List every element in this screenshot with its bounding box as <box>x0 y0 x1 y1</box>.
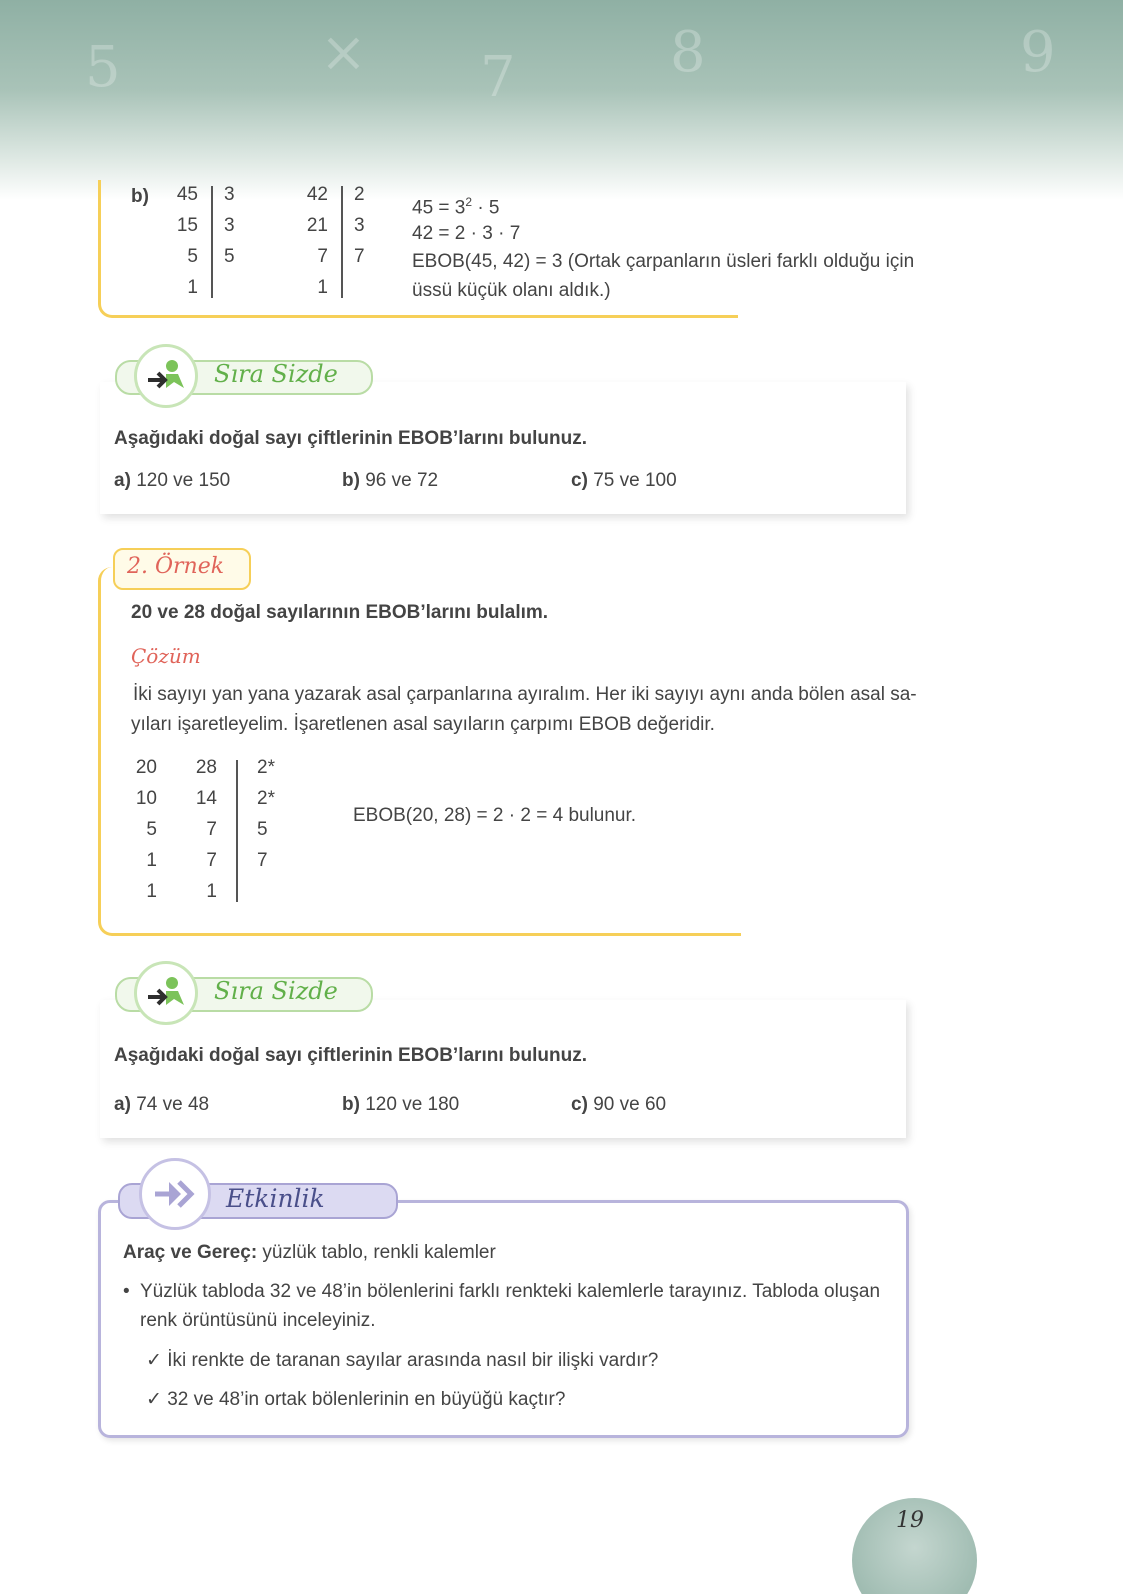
table-cell: 3 <box>224 215 235 236</box>
table-cell: 3 <box>224 184 235 205</box>
checkmark-icon: ✓ <box>146 1350 168 1371</box>
person-arrow-icon <box>134 961 198 1025</box>
item-label: a) <box>114 1094 131 1115</box>
item-label: b) <box>342 1094 360 1115</box>
exercise-item <box>342 1094 459 1116</box>
table-cell: 14 <box>195 788 217 809</box>
example2-question: 20 ve 28 doğal sayılarının EBOB’larını bulalım. <box>131 602 549 623</box>
item-text: 75 ve 100 <box>593 470 677 491</box>
sira-sizde-1-title: Sıra Sizde <box>214 360 338 388</box>
item-text: 90 ve 60 <box>593 1094 667 1115</box>
item-text: 96 ve 72 <box>365 470 439 491</box>
divider-line <box>211 186 213 298</box>
check-text: 32 ve 48’in ortak bölenlerinin en büyüğü kaçtır? <box>167 1389 566 1410</box>
exercise-item <box>571 470 677 492</box>
table-cell: 7 <box>206 850 217 871</box>
check-text: İki renkte de taranan sayılar arasında nasıl bir ilişki vardır? <box>167 1350 659 1371</box>
table-cell: 7 <box>317 246 328 267</box>
table-cell: 1 <box>146 881 157 902</box>
table-cell: 1 <box>317 277 328 298</box>
table-cell: 10 <box>135 788 157 809</box>
table-cell: 2* <box>257 757 275 778</box>
solution-paragraph: İki sayıyı yan yana yazarak asal çarpanlarına ayıralım. Her iki sayıyı aynı anda bölen asal sa- <box>133 684 917 705</box>
example1-label: b) <box>131 186 149 207</box>
table-cell: 2 <box>354 184 365 205</box>
divider-line <box>236 760 238 902</box>
bullet-text: renk örüntüsünü inceleyiniz. <box>140 1310 376 1331</box>
item-label: c) <box>571 470 588 491</box>
person-arrow-icon <box>134 344 198 408</box>
table-cell: 7 <box>257 850 268 871</box>
table-cell: 42 <box>306 184 328 205</box>
table-cell: 1 <box>146 850 157 871</box>
double-arrow-icon <box>139 1158 211 1230</box>
example2-title: 2. Örnek <box>127 554 225 579</box>
bullet-icon: • <box>123 1281 130 1302</box>
table-cell: 7 <box>354 246 365 267</box>
table-cell: 7 <box>206 819 217 840</box>
table-cell: 5 <box>187 246 198 267</box>
text: · 5 <box>472 197 500 219</box>
sira-sizde-2-title: Sıra Sizde <box>214 977 338 1005</box>
sira-sizde-2-box <box>100 1000 906 1138</box>
page-number: 19 <box>896 1508 924 1533</box>
item-label: a) <box>114 470 131 491</box>
factorization-42: 42 = 2 · 3 · 7 <box>412 223 521 244</box>
ebob-result: EBOB(45, 42) = 3 (Ortak çarpanların üsleri farklı olduğu için <box>412 251 915 272</box>
item-text: 74 ve 48 <box>136 1094 210 1115</box>
exercise-item <box>114 1094 209 1116</box>
bullet-text: Yüzlük tabloda 32 ve 48’in bölenlerini farklı renkteki kalemlerle tarayınız. Tabloda oluşan <box>140 1281 881 1302</box>
table-cell: 5 <box>257 819 268 840</box>
tools-label: Araç ve Gereç: <box>123 1242 258 1263</box>
checkmark-icon: ✓ <box>146 1389 168 1410</box>
banner-decor-number: 8 <box>670 20 706 85</box>
table-cell: 45 <box>176 184 198 205</box>
ebob-result: EBOB(20, 28) = 2 · 2 = 4 bulunur. <box>353 805 637 826</box>
solution-label: Çözüm <box>131 644 201 668</box>
table-cell: 28 <box>195 757 217 778</box>
banner-decor-number: 7 <box>480 45 516 110</box>
banner-decor-number: 5 <box>85 35 121 100</box>
item-text: 120 ve 150 <box>136 470 231 491</box>
solution-paragraph: yıları işaretleyelim. İşaretlenen asal sayıların çarpımı EBOB değeridir. <box>131 714 715 735</box>
banner-decor-number: × <box>320 20 367 85</box>
table-cell: 5 <box>146 819 157 840</box>
table-cell: 1 <box>206 881 217 902</box>
table-cell: 15 <box>176 215 198 236</box>
text: 45 = 3 <box>412 197 466 219</box>
item-label: c) <box>571 1094 588 1115</box>
table-cell: 5 <box>224 246 235 267</box>
check-item <box>146 1388 565 1411</box>
table-cell: 3 <box>354 215 365 236</box>
etkinlik-title: Etkinlik <box>226 1184 325 1213</box>
table-cell: 2* <box>257 788 275 809</box>
item-text: 120 ve 180 <box>365 1094 460 1115</box>
tools-line <box>123 1242 496 1264</box>
sira-sizde-1-prompt: Aşağıdaki doğal sayı çiftlerinin EBOB’larını bulunuz. <box>114 428 587 449</box>
table-cell: 20 <box>135 757 157 778</box>
item-label: b) <box>342 470 360 491</box>
exponent: 2 <box>465 195 473 209</box>
banner-decor-number: 9 <box>1020 20 1056 85</box>
check-item <box>146 1349 658 1372</box>
sira-sizde-2-prompt: Aşağıdaki doğal sayı çiftlerinin EBOB’larını bulunuz. <box>114 1045 587 1066</box>
exercise-item <box>342 470 438 492</box>
exercise-item <box>571 1094 666 1116</box>
divider-line <box>341 186 343 298</box>
exercise-item <box>114 470 230 492</box>
table-cell: 21 <box>306 215 328 236</box>
ebob-note: üssü küçük olanı aldık.) <box>412 280 611 301</box>
header-banner <box>0 0 1123 200</box>
factorization-45 <box>412 195 500 219</box>
table-cell: 1 <box>187 277 198 298</box>
tools-value: yüzlük tablo, renkli kalemler <box>257 1242 496 1263</box>
